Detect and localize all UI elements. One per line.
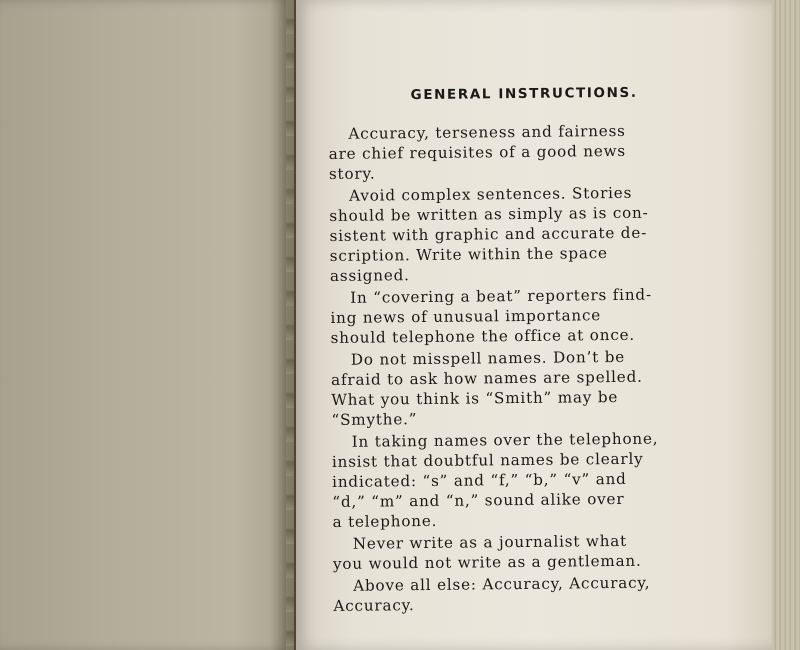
paragraph bbox=[333, 530, 705, 574]
text-line: indicated: “s” and “f,” “b,” “v” and bbox=[332, 469, 627, 491]
printed-text bbox=[328, 84, 706, 618]
paragraph bbox=[330, 284, 703, 348]
text-line: “d,” “m” and “n,” sound alike over bbox=[332, 489, 625, 511]
text-line: should telephone the office at once. bbox=[330, 325, 636, 347]
text-line: sistent with graphic and accurate de- bbox=[329, 223, 648, 245]
text-line: In taking names over the telephone, bbox=[351, 429, 659, 451]
text-line: scription. Write within the space bbox=[329, 244, 608, 265]
paragraph bbox=[329, 182, 702, 286]
text-line: Do not misspell names. Don’t be bbox=[350, 347, 626, 369]
text-line: a telephone. bbox=[332, 511, 438, 531]
text-line: are chief requisites of a good news bbox=[328, 141, 627, 163]
text-line: What you think is “Smith” may be bbox=[331, 387, 619, 409]
text-line: should be written as simply as is con- bbox=[329, 203, 649, 225]
text-line: Never write as a journalist what bbox=[352, 531, 628, 553]
left-page bbox=[0, 0, 292, 650]
page-heading: GENERAL INSTRUCTIONS. bbox=[410, 84, 638, 104]
text-line: Above all else: Accuracy, Accuracy, bbox=[353, 573, 651, 595]
paragraph bbox=[333, 572, 705, 616]
paragraph bbox=[332, 428, 705, 532]
text-line: In “covering a beat” reporters find- bbox=[350, 285, 652, 307]
binding-edge bbox=[286, 0, 294, 650]
text-line: you would not write as a gentleman. bbox=[332, 551, 642, 573]
page-edges bbox=[772, 0, 800, 650]
text-line: Avoid complex sentences. Stories bbox=[349, 183, 633, 205]
text-line: story. bbox=[328, 164, 376, 183]
text-line: afraid to ask how names are spelled. bbox=[330, 367, 643, 389]
paragraph bbox=[331, 346, 704, 430]
paragraph bbox=[328, 120, 701, 184]
text-line: Accuracy, terseness and fairness bbox=[348, 121, 626, 143]
text-line: insist that doubtful names be clearly bbox=[331, 449, 644, 471]
text-line: assigned. bbox=[329, 266, 410, 285]
text-line: Accuracy. bbox=[333, 596, 415, 615]
text-line: “Smythe.” bbox=[331, 410, 418, 429]
text-line: ing news of unusual importance bbox=[330, 306, 602, 327]
